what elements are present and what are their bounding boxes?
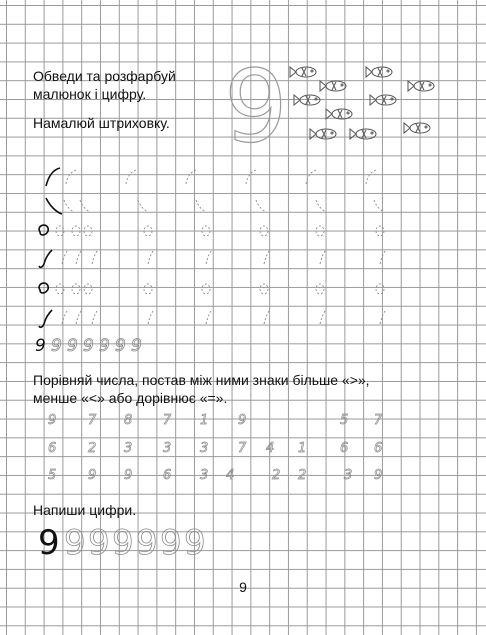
traced-digit: 9 [184, 523, 206, 563]
compare-left: 5 [340, 413, 349, 428]
compare-right: 3 [163, 441, 172, 456]
fish-icon [370, 95, 396, 105]
fish-picture [288, 62, 448, 162]
write-instruction: Напиши цифри. [33, 502, 137, 518]
stroke-practice-area [0, 160, 486, 340]
fish-icon [366, 67, 392, 77]
compare-left: 9 [124, 468, 133, 483]
fish-icon [294, 95, 320, 105]
compare-left: 9 [48, 413, 57, 428]
trace-instruction-line1: Обведи та розфарбуй [33, 68, 176, 84]
arc-stroke-model [46, 168, 60, 186]
fish-icon [310, 129, 336, 139]
compare-left: 3 [344, 468, 353, 483]
compare-right: 1 [298, 441, 307, 456]
compare-right: 9 [238, 413, 247, 428]
compare-left: 1 [200, 413, 209, 428]
compare-left: 6 [340, 441, 349, 456]
traced-digit: 9 [88, 523, 110, 563]
compare-right: 6 [374, 441, 383, 456]
compare-right: 6 [163, 468, 172, 483]
page-number: 9 [239, 579, 247, 595]
traced-digit: 9 [136, 523, 158, 563]
fish-icon [290, 67, 316, 77]
traced-strokes [56, 170, 386, 324]
fish-icon [320, 81, 346, 91]
model-strokes [39, 168, 62, 327]
compare-right: 9 [88, 468, 97, 483]
big-traced-digit: 9 [224, 48, 288, 165]
compare-right: 7 [238, 441, 247, 456]
compare-right: 7 [163, 413, 172, 428]
compare-left: 4 [266, 441, 275, 456]
compare-right: 7 [374, 413, 383, 428]
traced-digit: 9 [64, 523, 86, 563]
hook-stroke-model [39, 310, 52, 327]
hatching-instruction: Намалюй штриховку. [33, 115, 170, 131]
model-digit: 9 [38, 523, 60, 563]
traced-digit: 9 [160, 523, 182, 563]
fish-icon [350, 129, 376, 139]
compare-left: 3 [200, 468, 209, 483]
compare-left: 2 [272, 468, 281, 483]
compare-right: 9 [374, 468, 383, 483]
traced-digit: 9 [51, 336, 62, 356]
compare-right: 7 [88, 413, 97, 428]
trace-instruction-line2: малюнок і цифру. [33, 86, 147, 102]
compare-left: 8 [124, 413, 133, 428]
compare-left: 5 [48, 468, 57, 483]
compare-right: 2 [298, 468, 307, 483]
model-digit: 9 [35, 336, 46, 356]
traced-digit: 9 [112, 523, 134, 563]
compare-right: 4 [226, 468, 235, 483]
compare-right: 2 [88, 441, 97, 456]
oval-stroke-model [39, 225, 48, 235]
traced-digit: 9 [131, 336, 142, 356]
fish-icon [408, 81, 434, 91]
oval-stroke-model [39, 283, 48, 293]
fish-icon [326, 109, 352, 119]
traced-digit: 9 [67, 336, 78, 356]
arc-stroke-model [46, 198, 62, 214]
compare-instruction-line2: менше «<» або дорівнює «=». [33, 390, 228, 406]
compare-instruction-line1: Порівняй числа, постав між ними знаки більше «>», [33, 372, 370, 388]
hook-stroke-model [39, 250, 52, 267]
compare-left: 6 [48, 441, 57, 456]
traced-digit: 9 [83, 336, 94, 356]
traced-digit: 9 [99, 336, 110, 356]
fish-icon [404, 123, 430, 133]
compare-left: 3 [124, 441, 133, 456]
traced-digit: 9 [115, 336, 126, 356]
compare-left: 3 [200, 441, 209, 456]
